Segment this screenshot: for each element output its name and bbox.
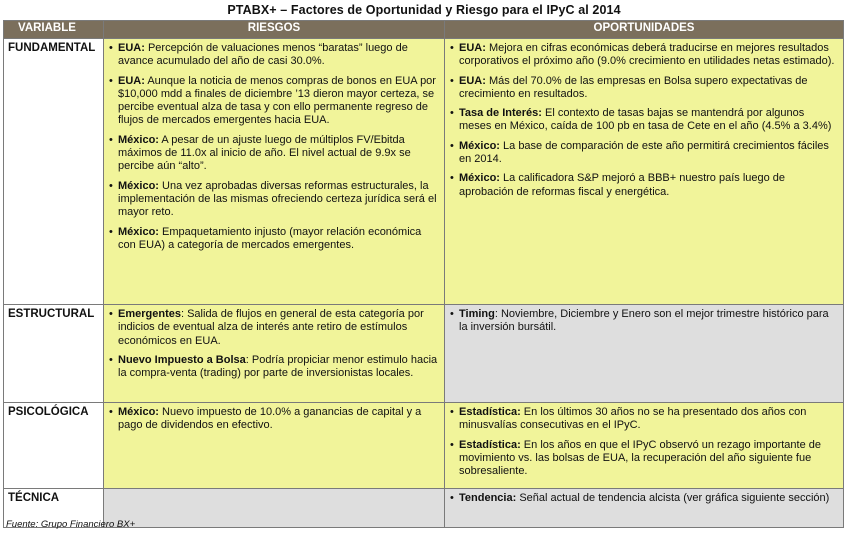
table-header-row: [4, 21, 844, 39]
riesgos-cell: [104, 403, 445, 489]
list-item: [108, 42, 440, 69]
list-item: [449, 107, 839, 134]
item-text: Señal actual de tendencia alcista (ver gráfica siguiente sección): [516, 492, 830, 504]
list-item: [108, 226, 440, 253]
item-heading: Emergentes: [118, 308, 181, 320]
item-heading: EUA:: [118, 42, 145, 54]
source-note: Fuente: Grupo Financiero BX+: [6, 519, 136, 530]
page-title: PTABX+ – Factores de Oportunidad y Riesgo para el IPyC al 2014: [227, 3, 621, 17]
list-item: [449, 492, 839, 505]
item-heading: México:: [118, 179, 159, 192]
item-text: La base de comparación de este año permitirá crecimientos fáciles en 2014.: [459, 139, 829, 166]
item-text: En los años en que el IPyC observó un rezago importante de movimiento vs. las bolsas de EUA, la recuperación del año siguiente fue sobresaliente.: [459, 438, 821, 478]
variable-label: ESTRUCTURAL: [4, 305, 104, 403]
item-heading: Timing: [459, 308, 495, 320]
list-item: [449, 42, 839, 69]
oportunidades-cell: [445, 403, 844, 489]
item-heading: México:: [459, 172, 500, 185]
oportunidades-cell: [445, 305, 844, 403]
factors-table: [3, 20, 844, 528]
item-text: : Salida de flujos en general de esta categoría por indicios de eventual alza de interés ante retiro de estímulos económicos en EUA.: [118, 308, 424, 347]
variable-label: FUNDAMENTAL: [4, 39, 104, 305]
item-text: Mejora en cifras económicas deberá traducirse en mejores resultados corporativos el próximo año (9.0% crecimiento en utilidades netas estimado).: [459, 42, 835, 68]
variable-label: PSICOLÓGICA: [4, 403, 104, 489]
item-heading: Estadística:: [459, 406, 521, 418]
item-heading: Estadística:: [459, 438, 521, 451]
list-item: [449, 308, 839, 335]
riesgos-cell: [104, 305, 445, 403]
riesgos-cell: [104, 489, 445, 528]
item-text: Aunque la noticia de menos compras de bonos en EUA por $10,000 mdd a finales de diciembre ’13 dieron mayor certeza, se percibe eventual alza de tasa y con ello permanente regreso de flujos de mercados emergentes hacia EUA.: [118, 74, 436, 127]
item-heading: EUA:: [118, 74, 145, 87]
header-riesgos: RIESGOS: [104, 21, 445, 39]
table-row-estructural: [4, 305, 844, 403]
item-text: Más del 70.0% de las empresas en Bolsa supero expectativas de crecimiento en resultados.: [459, 74, 808, 100]
item-heading: Tasa de Interés:: [459, 107, 542, 120]
list-item: [108, 354, 440, 381]
item-heading: Nuevo Impuesto a Bolsa: [118, 353, 246, 366]
table-row-psicologica: [4, 403, 844, 489]
riesgos-cell: [104, 39, 445, 305]
item-heading: México:: [118, 133, 159, 146]
list-item: [449, 439, 839, 479]
item-text: Una vez aprobadas diversas reformas estructurales, la implementación de las mismas ofreciendo certeza jurídica será el mayor reto.: [118, 179, 437, 219]
variable-label: TÉCNICA: [4, 489, 104, 528]
list-item: [108, 406, 440, 433]
item-text: A pesar de un ajuste luego de múltiplos FV/Ebitda máximos de 11.0x al inicio de año. El nivel actual de 9.9x se percibe aún “alto”.: [118, 133, 411, 173]
list-item: [108, 134, 440, 174]
table-row-fundamental: [4, 39, 844, 305]
header-oportunidades: OPORTUNIDADES: [445, 21, 844, 39]
header-variable: VARIABLE: [4, 21, 104, 39]
item-text: : Noviembre, Diciembre y Enero son el mejor trimestre histórico para la inversión bursátil.: [459, 308, 829, 334]
oportunidades-cell: [445, 489, 844, 528]
item-heading: EUA:: [459, 42, 486, 54]
list-item: [449, 75, 839, 102]
oportunidades-cell: [445, 39, 844, 305]
list-item: [108, 75, 440, 128]
list-item: [449, 406, 839, 433]
list-item: [449, 172, 839, 199]
item-heading: Tendencia:: [459, 492, 517, 504]
list-item: [108, 308, 440, 348]
item-text: En los últimos 30 años no se ha presentado dos años con minusvalías consecutivas en el IPyC.: [459, 406, 807, 432]
item-heading: México:: [118, 406, 159, 418]
item-heading: EUA:: [459, 74, 486, 87]
item-text: Percepción de valuaciones menos “baratas” luego de avance acumulado del año de casi 30.0%.: [118, 42, 408, 68]
item-text: : Podría propiciar menor estimulo hacia la compra-venta (trading) por parte de inversionistas locales.: [118, 353, 438, 380]
item-text: El contexto de tasas bajas se mantendrá por algunos meses en México, caída de 100 pb en tasa de Cete en el año (4.5% a 3.4%): [459, 107, 832, 133]
list-item: [449, 140, 839, 167]
item-heading: México:: [118, 225, 159, 238]
list-item: [108, 180, 440, 220]
item-text: Empaquetamiento injusto (mayor relación económica con EUA) a categoría de mercados emergentes.: [118, 225, 422, 251]
item-text: La calificadora S&P mejoró a BBB+ nuestro país luego de aprobación de reformas fiscal y energética.: [459, 172, 786, 198]
item-heading: México:: [459, 139, 500, 152]
item-text: Nuevo impuesto de 10.0% a ganancias de capital y a pago de dividendos en efectivo.: [118, 406, 422, 432]
